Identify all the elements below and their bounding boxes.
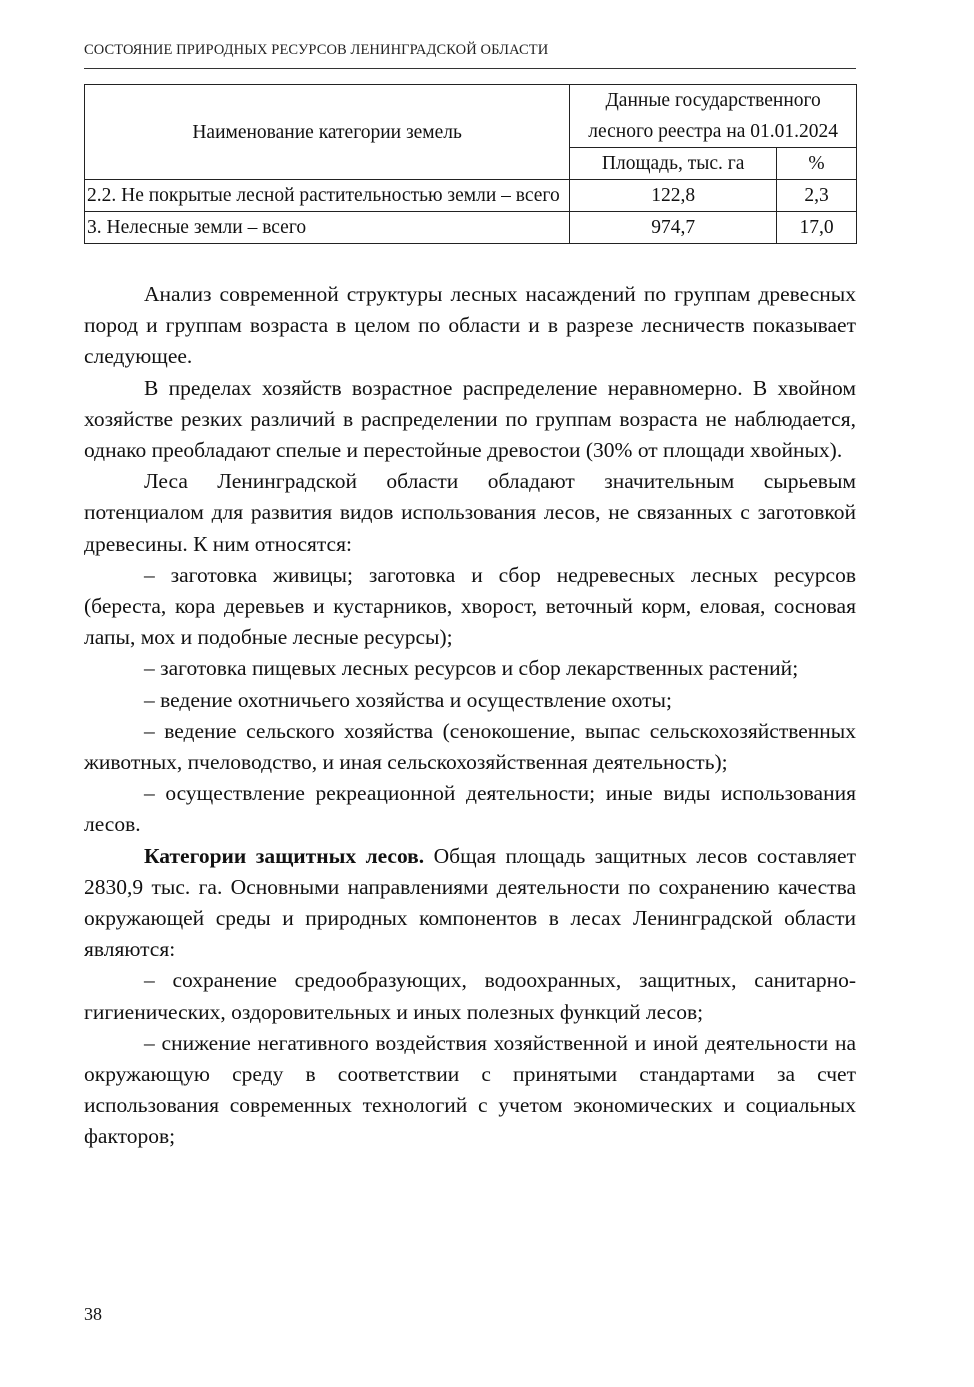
row-area: 974,7 <box>570 212 777 244</box>
header-percent: % <box>777 148 857 180</box>
paragraph: В пределах хозяйств возрастное распределение неравномерно. В хвойном хозяйстве резких различий в распределении по группам возраста не наблюдается, однако преобладают спелые и перестойные древостои (30% от площади хвойных). <box>84 375 856 463</box>
row-name: 3. Нелесные земли – всего <box>85 212 570 244</box>
list-item: – ведение сельского хозяйства (сенокошение, выпас сельскохозяйственных животных, пчеловодство, и иная сельскохозяйственная деятельность); <box>84 718 856 775</box>
list-item: – заготовка пищевых лесных ресурсов и сбор лекарственных растений; <box>144 656 799 681</box>
row-name: 2.2. Не покрытые лесной растительностью земли – всего <box>85 180 570 212</box>
list-item: – ведение охотничьего хозяйства и осуществление охоты; <box>144 687 672 712</box>
list-item: – заготовка живицы; заготовка и сбор недревесных лесных ресурсов (береста, кора деревьев и кустарников, хворост, веточный корм, еловая, сосновая лапы, мох и подобные лесные ресурсы); <box>84 562 856 650</box>
row-percent: 17,0 <box>777 212 857 244</box>
row-area: 122,8 <box>570 180 777 212</box>
body-text <box>84 279 856 1153</box>
paragraph: Леса Ленинградской области обладают значительным сырьевым потенциалом для развития видов использования лесов, не связанных с заготовкой древесины. К ним относятся: <box>84 469 856 556</box>
header-category-label: Наименование категории земель <box>192 121 462 143</box>
page-number: 38 <box>84 1304 102 1324</box>
list-item: – осуществление рекреационной деятельности; иные виды использования лесов. <box>84 781 856 837</box>
table-row <box>85 180 857 212</box>
running-header: СОСТОЯНИЕ ПРИРОДНЫХ РЕСУРСОВ ЛЕНИНГРАДСКОЙ ОБЛАСТИ <box>84 42 549 58</box>
header-category <box>85 85 570 180</box>
header-area: Площадь, тыс. га <box>570 148 777 180</box>
table-header-row <box>85 85 857 148</box>
paragraph <box>84 841 856 966</box>
header-registry-line2: лесного реестра на 01.01.2024 <box>588 121 839 142</box>
paragraph-text: Общая площадь защитных лесов составляет 2830,9 тыс. га. Основными направлениями деятельности по сохранению качества окружающей среды и природных компонентов в лесах Ленинградской области являются: <box>84 843 856 962</box>
table-row <box>85 212 857 244</box>
header-registry-line1: Данные государственного <box>605 90 821 111</box>
land-category-table <box>84 84 857 244</box>
header-registry <box>570 85 857 148</box>
row-percent: 2,3 <box>777 180 857 212</box>
list-item: – сохранение средообразующих, водоохранных, защитных, санитарно-гигиенических, оздоровительных и иных полезных функций лесов; <box>84 968 856 1024</box>
list-item: – снижение негативного воздействия хозяйственной и иной деятельности на окружающую среду в соответствии с принятыми стандартами за счет использования современных технологий с учетом экономических и социальных факторов; <box>84 1030 856 1149</box>
section-heading: Категории защитных лесов. <box>144 843 425 868</box>
header-divider <box>84 68 856 69</box>
paragraph: Анализ современной структуры лесных насаждений по группам древесных пород и группам возраста в целом по области и в разрезе лесничеств показывает следующее. <box>84 282 856 369</box>
